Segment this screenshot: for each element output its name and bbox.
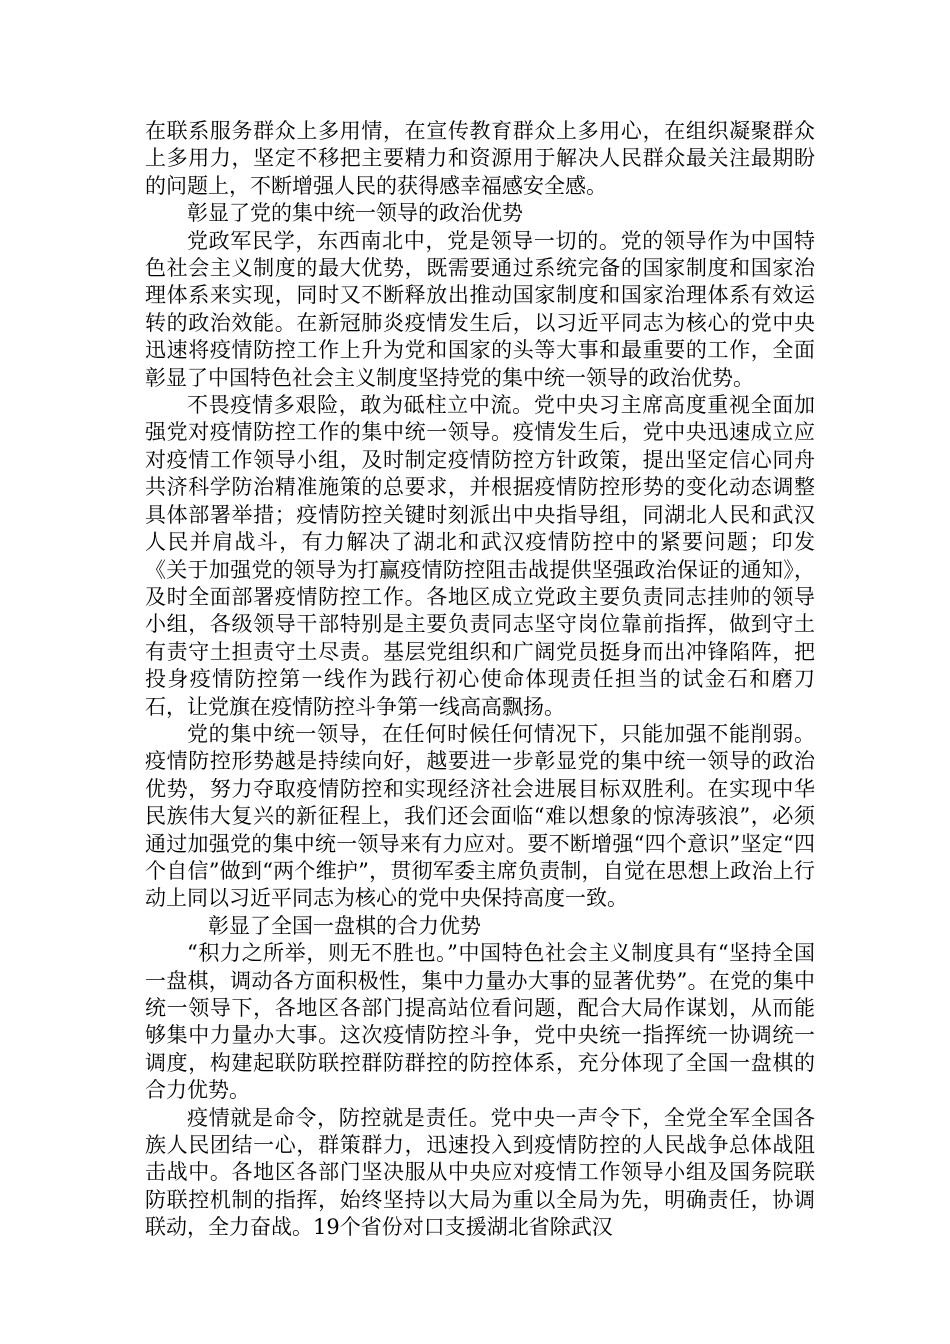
paragraph-party-leadership: 党政军民学，东西南北中，党是领导一切的。党的领导作为中国特色社会主义制度的最大优势，既需要通过系统完备的国家制度和国家治理体系来实现，同时又不断释放出推动国家制度和国家治理体系有效运转的政治效能。在新冠肺炎疫情发生后，以习近平同志为核心的党中央迅速将疫情防控工作上升为党和国家的头等大事和最重要的工作，全面彰显了中国特色社会主义制度坚持党的集中统一领导的政治优势。	[145, 228, 815, 390]
paragraph-collective-strength: “积力之所举，则无不胜也。”中国特色社会主义制度具有“坚持全国一盘棋，调动各方面积极性，集中力量办大事的显著优势”。在党的集中统一领导下，各地区各部门提高站位看问题，配合大局作谋划，从而能够集中力量办大事。这次疫情防控斗争，党中央统一指挥统一协调统一调度，构建起联防联控群防群控的防控体系，充分体现了全国一盘棋的合力优势。	[145, 941, 815, 1103]
section-heading-political-advantage: 彰显了党的集中统一领导的政治优势	[187, 201, 523, 226]
paragraph-intro: 在联系服务群众上多用情，在宣传教育群众上多用心，在组织凝聚群众上多用力，坚定不移把主要精力和资源用于解决人民群众最关注最期盼的问题上，不断增强人民的获得感幸福感安全感。	[145, 119, 815, 198]
paragraph-unified-leadership: 党的集中统一领导，在任何时候任何情况下，只能加强不能削弱。疫情防控形势越是持续向好，越要进一步彰显党的集中统一领导的政治优势，努力夺取疫情防控和实现经济社会进展目标双胜利。在实现中华民族伟大复兴的新征程上，我们还会面临“难以想象的惊涛骇浪”，必须通过加强党的集中统一领导来有力应对。要不断增强“四个意识”坚定“四个自信”做到“两个维护”，贯彻军委主席负责制，自觉在思想上政治上行动上同以习近平同志为核心的党中央保持高度一致。	[145, 721, 815, 911]
paragraph-command-responsibility: 疫情就是命令，防控就是责任。党中央一声令下，全党全军全国各族人民团结一心，群策群力，迅速投入到疫情防控的人民战争总体战阻击战中。各地区各部门坚决服从中央应对疫情工作领导小组及国务院联防联控机制的指挥，始终坚持以大局为重以全局为先，明确责任，协调联动，全力奋战。19个省份对口支援湖北省除武汉	[145, 1105, 815, 1240]
document-page	[145, 118, 815, 1242]
paragraph-epidemic-response: 不畏疫情多艰险，敢为砥柱立中流。党中央习主席高度重视全面加强党对疫情防控工作的集中统一领导。疫情发生后，党中央迅速成立应对疫情工作领导小组，及时制定疫情防控方针政策，提出坚定信心同舟共济科学防治精准施策的总要求，并根据疫情防控形势的变化动态调整具体部署举措；疫情防控关键时刻派出中央指导组，同湖北人民和武汉人民并肩战斗，有力解决了湖北和武汉疫情防控中的紧要问题；印发《关于加强党的领导为打赢疫情防控阻击战提供坚强政治保证的通知》，及时全面部署疫情防控工作。各地区成立党政主要负责同志挂帅的领导小组，各级领导干部特别是主要负责同志坚守岗位靠前指挥，做到守土有责守土担责守土尽责。基层党组织和广阔党员挺身而出冲锋陷阵，把投身疫情防控第一线作为践行初心使命体现责任担当的试金石和磨刀石，让党旗在疫情防控斗争第一线高高飘扬。	[145, 393, 815, 719]
section-heading-national-chessboard: 彰显了全国一盘棋的合力优势	[208, 913, 481, 938]
